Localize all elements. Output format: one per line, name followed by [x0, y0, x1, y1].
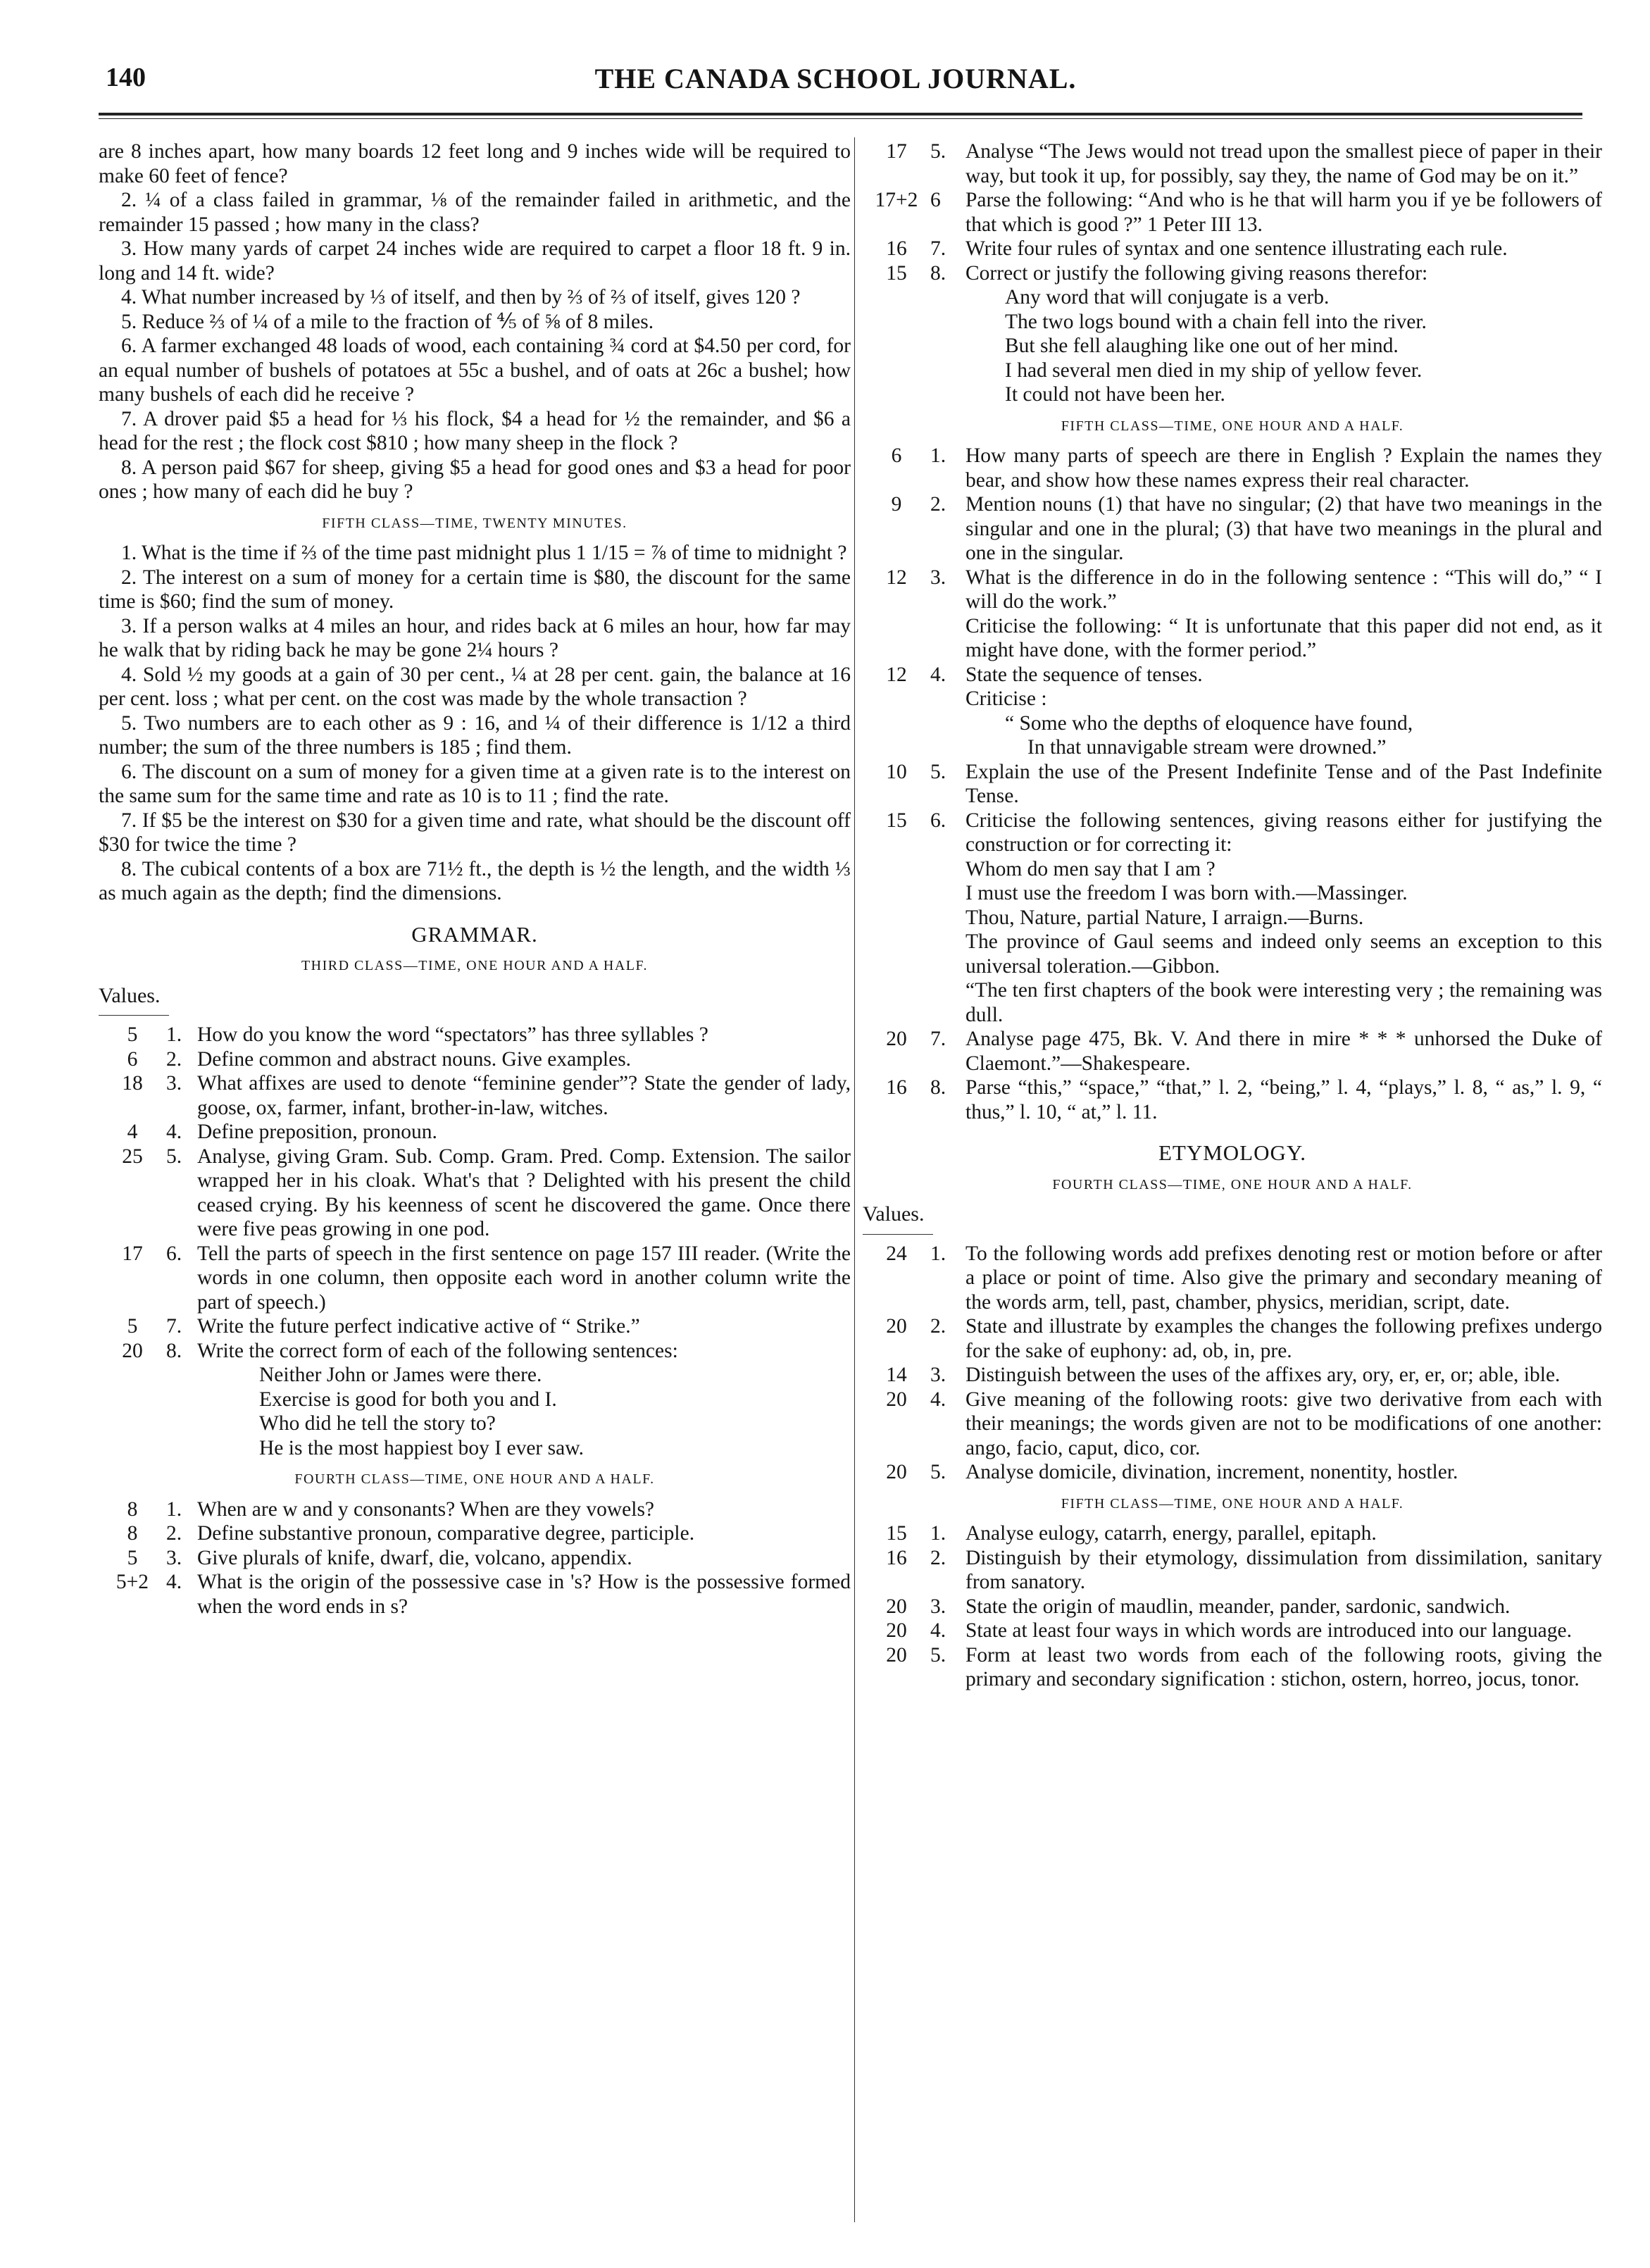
question-item	[863, 1076, 1602, 1124]
question-text: What affixes are used to denote “feminine gender”? State the gender of lady, goose, ox, farmer, infant, brother-in-law, witches.	[197, 1072, 851, 1119]
values-label: Values.	[863, 1202, 925, 1226]
question-text: Mention nouns (1) that have no singular; (2) that have two meanings in the singular and one in the plural; (3) that have two meanings in the plural and one in the singular.	[965, 493, 1602, 564]
question-text: Analyse eulogy, catarrh, energy, parallel, epitaph.	[965, 1522, 1377, 1545]
question-item	[863, 1388, 1602, 1461]
arithmetic-question: 6. The discount on a sum of money for a given time at a given rate is to the interest on the same sum for the same time and rate as 10 is to 11 ; find the rate.	[99, 760, 851, 807]
example-sentence: It could not have been her.	[1005, 383, 1225, 406]
question-item	[863, 663, 1602, 760]
question-text	[965, 809, 1602, 1028]
question-item	[99, 1497, 851, 1522]
page-number: 140	[106, 63, 146, 92]
question-item	[99, 1071, 851, 1120]
arithmetic-question: 8. A person paid $67 for sheep, giving $5 a head for good ones and $3 a head for poor ones ; how many of each did he buy ?	[99, 456, 851, 503]
arithmetic-question: 2. The interest on a sum of money for a certain time is $80, the discount for the same time is $60; find the sum of money.	[99, 566, 851, 613]
question-extra: Criticise :	[965, 687, 1047, 710]
question-value: 4	[127, 1121, 138, 1143]
section-title-etymology: ETYMOLOGY.	[1158, 1140, 1307, 1165]
question-text: Tell the parts of speech in the first sentence on page 157 III reader. (Write the words in one column, then opposite each word in another column write the part of speech.)	[197, 1242, 851, 1314]
question-text: To the following words add prefixes denoting rest or motion before or after a place or point of time. Also give the primary and secondary meaning of the words arm, tell, past, chamber, physics, meridian, script, date.	[965, 1242, 1602, 1314]
question-text: State and illustrate by examples the changes the following prefixes undergo for the sake of euphony: ad, ob, in, pre.	[965, 1315, 1602, 1362]
question-text: How many parts of speech are there in English ? Explain the names they bear, and show how these names express their real character.	[965, 444, 1602, 492]
example-sentence: Whom do men say that I am ?	[965, 857, 1215, 880]
question-value: 16	[886, 1546, 907, 1569]
arithmetic-question: 2. ¼ of a class failed in grammar, ⅛ of the remainder failed in arithmetic, and the remainder 15 passed ; how many in the class?	[99, 189, 851, 236]
question-value: 8	[127, 1522, 138, 1545]
question-item	[863, 1027, 1602, 1076]
question-number: 6	[930, 189, 941, 211]
question-text: When are w and y consonants? When are they vowels?	[197, 1497, 655, 1521]
question-value: 20	[886, 1643, 907, 1666]
question-text: Distinguish by their etymology, dissimulation from dissimilation, sanitary from sanatory.	[965, 1546, 1602, 1593]
example-sentence: The two logs bound with a chain fell into the river.	[1005, 310, 1427, 333]
question-text: Form at least two words from each of the following roots, giving the primary and secondary signification : stichon, ostern, horreo, jocus, tonor.	[965, 1643, 1602, 1690]
question-value: 5	[127, 1546, 138, 1569]
section-subheading: THIRD CLASS—TIME, ONE HOUR AND A HALF.	[301, 958, 649, 973]
question-text: Give meaning of the following roots: give two derivative from each with their meanings; the words given are not to be modifications of one another: ango, facio, caput, dico, cor.	[965, 1388, 1602, 1459]
question-item	[99, 1521, 851, 1546]
question-lead: Write the correct form of each of the following sentences:	[197, 1339, 678, 1362]
section-subheading: FIFTH CLASS—TIME, ONE HOUR AND A HALF.	[1061, 418, 1404, 434]
example-sentence: I must use the freedom I was born with.—Massinger.	[965, 882, 1408, 904]
question-text: Distinguish between the uses of the affixes ary, ory, er, er, or; able, ible.	[965, 1364, 1561, 1386]
question-item	[863, 188, 1602, 237]
question-item	[863, 760, 1602, 809]
page-header	[85, 62, 1587, 100]
question-value: 20	[886, 1595, 907, 1618]
quotation-line: “ Some who the depths of eloquence have found,	[1005, 711, 1413, 735]
question-item	[99, 1145, 851, 1242]
example-sentence: “The ten first chapters of the book were interesting very ; the remaining was dull.	[965, 979, 1602, 1026]
question-value: 17	[886, 140, 907, 163]
question-item	[99, 1242, 851, 1315]
question-number: 6.	[930, 809, 946, 832]
question-item	[863, 1595, 1602, 1619]
question-text	[965, 566, 1602, 663]
question-number: 4.	[166, 1571, 182, 1593]
question-item	[863, 1619, 1602, 1643]
question-value: 16	[886, 1076, 907, 1099]
question-number: 4.	[930, 1388, 946, 1411]
values-label: Values.	[99, 983, 161, 1007]
question-item	[863, 492, 1602, 566]
question-value: 6	[891, 444, 902, 467]
question-text: State at least four ways in which words are introduced into our language.	[965, 1619, 1572, 1642]
question-text	[197, 1339, 851, 1461]
question-number: 3.	[930, 1595, 946, 1618]
question-value: 14	[886, 1364, 907, 1386]
question-value: 8	[127, 1497, 138, 1521]
question-item	[863, 1314, 1602, 1363]
arithmetic-question: 5. Reduce ⅔ of ¼ of a mile to the fraction of ⅘ of ⅝ of 8 miles.	[121, 310, 654, 333]
question-item	[99, 1546, 851, 1571]
question-value: 24	[886, 1242, 907, 1265]
example-sentence: The province of Gaul seems and indeed only seems an exception to this universal toleration.—Gibbon.	[965, 930, 1602, 978]
example-sentence: Neither John or James were there.	[259, 1364, 542, 1386]
question-text: Write four rules of syntax and one sentence illustrating each rule.	[965, 237, 1508, 260]
question-text: Write the future perfect indicative active of “ Strike.”	[197, 1315, 640, 1338]
question-text: Analyse “The Jews would not tread upon the smallest piece of paper in their way, but took it up, for possibly, say they, the name of God may be on it.”	[965, 140, 1602, 187]
question-number: 8.	[930, 1076, 946, 1099]
question-lead: What is the difference in do in the following sentence : “This will do,” “ I will do the work.”	[965, 566, 1602, 613]
question-value: 15	[886, 809, 907, 832]
question-item	[99, 1570, 851, 1619]
arithmetic-question: 5. Two numbers are to each other as 9 : 16, and ¼ of their difference is 1/12 a third number; the sum of the three numbers is 185 ; find them.	[99, 711, 851, 759]
section-subheading: FIFTH CLASS—TIME, ONE HOUR AND A HALF.	[1061, 1495, 1404, 1512]
question-text: Define substantive pronoun, comparative degree, participle.	[197, 1522, 695, 1545]
question-text: How do you know the word “spectators” has three syllables ?	[197, 1023, 708, 1046]
question-item	[863, 809, 1602, 1028]
question-item	[99, 1339, 851, 1461]
question-value: 6	[127, 1047, 138, 1071]
values-rule	[99, 1015, 169, 1016]
arithmetic-question: 7. A drover paid $5 a head for ⅓ his flock, $4 a head for ½ the remainder, and $6 a head for the rest ; the flock cost $810 ; how many sheep in the flock ?	[99, 407, 851, 454]
question-item	[863, 261, 1602, 407]
question-value: 15	[886, 261, 907, 285]
question-text: Analyse page 475, Bk. V. And there in mire * * * unhorsed the Duke of Claemont.”—Shakespeare.	[965, 1028, 1602, 1075]
question-number: 2.	[166, 1047, 182, 1071]
arithmetic-question: 4. Sold ½ my goods at a gain of 30 per cent., ¼ at 28 per cent. gain, the balance at 16 per cent. loss ; what per cent. on the cost was made by the whole transaction ?	[99, 663, 851, 710]
question-text: Define preposition, pronoun.	[197, 1121, 437, 1143]
question-value: 15	[886, 1522, 907, 1545]
question-number: 1.	[930, 1522, 946, 1545]
arithmetic-question: 1. What is the time if ⅔ of the time past midnight plus 1 1/15 = ⅞ of time to midnight ?	[121, 542, 847, 564]
question-value: 17+2	[875, 189, 918, 211]
question-value: 20	[886, 1461, 907, 1483]
question-number: 1.	[930, 1242, 946, 1265]
question-item	[99, 1120, 851, 1145]
header-rule-thick	[99, 113, 1582, 116]
question-item	[863, 444, 1602, 492]
arithmetic-question: 4. What number increased by ⅓ of itself, and then by ⅔ of ⅔ of itself, gives 120 ?	[121, 286, 801, 309]
arithmetic-question: 3. If a person walks at 4 miles an hour, and rides back at 6 miles an hour, how far may he walk that by riding back he may be gone 2¼ hours ?	[99, 614, 851, 661]
question-number: 6.	[166, 1242, 182, 1265]
values-rule	[863, 1234, 933, 1235]
question-number: 3.	[930, 566, 946, 589]
question-number: 4.	[930, 663, 946, 686]
question-text: What is the origin of the possessive case in 's? How is the possessive formed when the word ends in s?	[197, 1571, 851, 1618]
question-number: 5.	[930, 1643, 946, 1666]
question-number: 3.	[166, 1546, 182, 1569]
question-value: 10	[886, 760, 907, 783]
question-value: 5	[127, 1023, 138, 1046]
question-number: 1.	[930, 444, 946, 467]
example-sentence: He is the most happiest boy I ever saw.	[259, 1436, 584, 1459]
section-subheading: FOURTH CLASS—TIME, ONE HOUR AND A HALF.	[1052, 1176, 1413, 1192]
example-sentence: Exercise is good for both you and I.	[259, 1388, 557, 1411]
question-value: 9	[891, 493, 902, 516]
example-sentence: Who did he tell the story to?	[259, 1412, 496, 1435]
question-number: 5.	[166, 1145, 182, 1168]
arithmetic-question: 8. The cubical contents of a box are 71½ ft., the depth is ½ the length, and the width ⅓ as much again as the depth; find the dimensions.	[99, 857, 851, 904]
question-text: Analyse, giving Gram. Sub. Comp. Gram. Pred. Comp. Extension. The sailor wrapped her in his cloak. What's that ? Delighted with his present the child ceased crying. By his keenness of scent he discovered the game. Once there were five peas growing in one pod.	[197, 1145, 851, 1240]
question-text: Explain the use of the Present Indefinite Tense and of the Past Indefinite Tense.	[965, 760, 1602, 807]
question-item	[863, 1643, 1602, 1692]
question-number: 3.	[930, 1364, 946, 1386]
quotation-line: In that unnavigable stream were drowned.”	[1027, 736, 1387, 759]
section-subheading: FOURTH CLASS—TIME, ONE HOUR AND A HALF.	[294, 1471, 655, 1487]
question-value: 20	[886, 1388, 907, 1411]
question-value: 25	[122, 1145, 143, 1168]
question-item	[863, 1546, 1602, 1595]
question-value: 20	[122, 1339, 143, 1362]
question-number: 4.	[166, 1121, 182, 1143]
question-extra: Criticise the following: “ It is unfortunate that this paper did not end, as it might have done, with the former period.”	[965, 614, 1602, 661]
question-number: 2.	[930, 1546, 946, 1569]
question-lead: Criticise the following sentences, giving reasons either for justifying the construction or for correcting it:	[965, 809, 1602, 856]
header-rule-thin	[99, 118, 1582, 119]
example-sentence: Thou, Nature, partial Nature, I arraign.—Burns.	[965, 906, 1364, 929]
example-sentence: I had several men died in my ship of yellow fever.	[1005, 359, 1423, 382]
question-lead: Correct or justify the following giving reasons therefor:	[965, 261, 1428, 285]
question-number: 7.	[930, 237, 946, 260]
question-value: 17	[122, 1242, 143, 1265]
question-number: 8.	[930, 261, 946, 285]
section-subheading: FIFTH CLASS—TIME, TWENTY MINUTES.	[322, 515, 627, 531]
question-number: 7.	[930, 1028, 946, 1050]
question-text: Give plurals of knife, dwarf, die, volcano, appendix.	[197, 1546, 632, 1569]
question-item	[863, 1363, 1602, 1388]
question-text: Analyse domicile, divination, increment, nonentity, hostler.	[965, 1461, 1458, 1483]
question-number: 2.	[930, 1315, 946, 1338]
question-item	[863, 566, 1602, 663]
question-number: 1.	[166, 1023, 182, 1046]
question-item	[99, 1023, 851, 1047]
question-value: 12	[886, 566, 907, 589]
question-value: 12	[886, 663, 907, 686]
question-number: 3.	[166, 1072, 182, 1095]
question-item	[863, 1242, 1602, 1315]
question-item	[863, 1460, 1602, 1485]
question-item	[863, 139, 1602, 188]
question-value: 18	[122, 1072, 143, 1095]
question-number: 4.	[930, 1619, 946, 1642]
question-value: 5	[127, 1315, 138, 1338]
column-divider	[854, 137, 855, 2222]
question-text	[965, 663, 1602, 760]
arithmetic-continued: are 8 inches apart, how many boards 12 feet long and 9 inches wide will be required to make 60 feet of fence?	[99, 140, 851, 187]
arithmetic-question: 7. If $5 be the interest on $30 for a given time and rate, what should be the discount off $30 for twice the time ?	[99, 809, 851, 856]
question-number: 2.	[166, 1522, 182, 1545]
question-value: 16	[886, 237, 907, 260]
question-number: 5.	[930, 140, 946, 163]
question-value: 5+2	[115, 1571, 149, 1593]
question-number: 8.	[166, 1339, 182, 1362]
question-item	[863, 1521, 1602, 1546]
question-text: Parse “this,” “space,” “that,” l. 2, “being,” l. 4, “plays,” l. 8, “ as,” l. 9, “ thus,” l. 10, “ at,” l. 11.	[965, 1076, 1602, 1123]
question-number: 2.	[930, 493, 946, 516]
question-value: 20	[886, 1619, 907, 1642]
arithmetic-question: 3. How many yards of carpet 24 inches wide are required to carpet a floor 18 ft. 9 in. long and 14 ft. wide?	[99, 237, 851, 285]
example-sentence: But she fell alaughing like one out of her mind.	[1005, 335, 1399, 357]
journal-title: THE CANADA SCHOOL JOURNAL.	[594, 63, 1077, 94]
question-text: Parse the following: “And who is he that will harm you if ye be followers of that which is good ?” 1 Peter III 13.	[965, 189, 1602, 236]
question-number: 7.	[166, 1315, 182, 1338]
question-value: 20	[886, 1315, 907, 1338]
question-item	[99, 1314, 851, 1339]
question-text: Define common and abstract nouns. Give examples.	[197, 1047, 632, 1071]
question-number: 5.	[930, 1461, 946, 1483]
section-title-grammar: GRAMMAR.	[411, 921, 538, 947]
question-number: 1.	[166, 1497, 182, 1521]
question-value: 20	[886, 1028, 907, 1050]
question-text: State the origin of maudlin, meander, pander, sardonic, sandwich.	[965, 1595, 1511, 1618]
example-sentence: Any word that will conjugate is a verb.	[1005, 286, 1330, 309]
question-text	[965, 261, 1602, 407]
arithmetic-question: 6. A farmer exchanged 48 loads of wood, each containing ¾ cord at $4.50 per cord, for an equal number of bushels of potatoes at 55c a bushel, and of oats at 26c a bushel; how many bushels of each did he receive ?	[99, 335, 851, 406]
question-lead: State the sequence of tenses.	[965, 663, 1203, 686]
question-number: 5.	[930, 760, 946, 783]
right-column	[863, 139, 1602, 1692]
left-column	[99, 139, 851, 1619]
question-item	[99, 1047, 851, 1072]
question-item	[863, 237, 1602, 261]
